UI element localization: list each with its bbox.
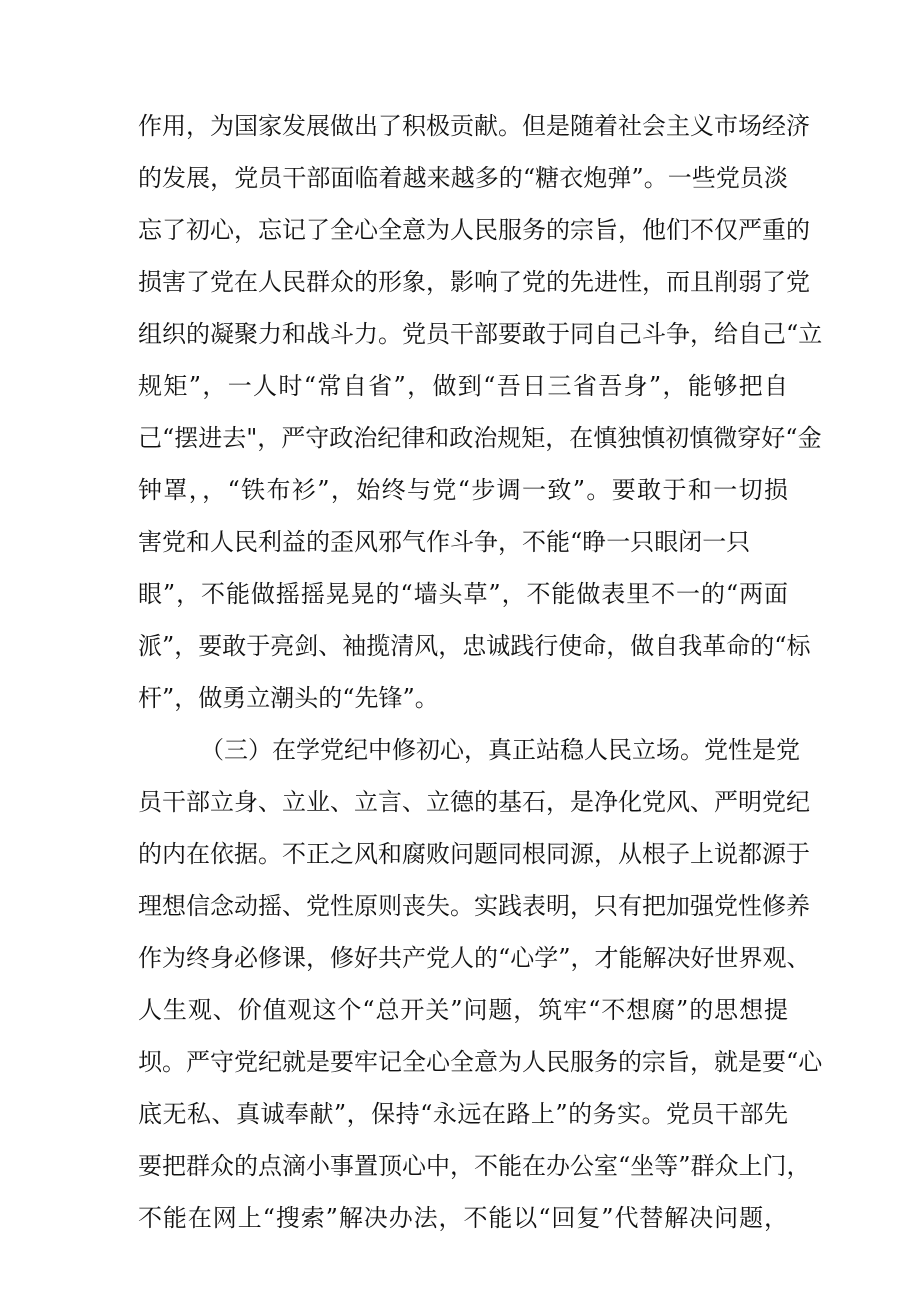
paragraph-line: 的内在依据。不正之风和腐败问题同根同源，从根子上说都源于: [138, 840, 810, 868]
section-heading-line: （三）在学党纪中修初心，真正站稳人民立场。党性是党: [200, 736, 800, 764]
paragraph-line: 规矩”，一人时“常自省”，做到“吾日三省吾身”，能够把自: [138, 372, 788, 400]
paragraph-line: 要把群众的点滴小事置顶心中，不能在办公室“坐等”群众上门，: [138, 1152, 811, 1180]
paragraph-line: 己“摆进去"，严守政治纪律和政治规矩，在慎独慎初慎微穿好“金: [138, 424, 822, 452]
paragraph-line: 理想信念动摇、党性原则丧失。实践表明，只有把加强党性修养: [138, 892, 810, 920]
paragraph-line-end: 杆”，做勇立潮头的“先锋”。: [138, 684, 439, 712]
paragraph-line: 底无私、真诚奉献”，保持“永远在路上”的务实。党员干部先: [138, 1100, 788, 1128]
paragraph-line: 人生观、价值观这个“总开关”问题，筑牢“不想腐”的思想提: [138, 996, 788, 1024]
paragraph-line: 作为终身必修课，修好共产党人的“心学”，才能解决好世界观、: [138, 944, 811, 972]
paragraph-line: 忘了初心，忘记了全心全意为人民服务的宗旨，他们不仅严重的: [138, 216, 810, 244]
paragraph-line: 的发展，党员干部面临着越来越多的“糖衣炮弹”。一些党员淡: [138, 164, 788, 192]
paragraph-line: 钟罩，，“铁布衫”，始终与党“步调一致”。要敢于和一切损: [138, 476, 788, 504]
paragraph-line: 作用，为国家发展做出了积极贡献。但是随着社会主义市场经济: [138, 112, 810, 140]
paragraph-line: 坝。严守党纪就是要牢记全心全意为人民服务的宗旨，就是要“心: [138, 1048, 823, 1076]
paragraph-line: 不能在网上“搜索”解决办法，不能以“回复”代替解决问题，: [138, 1204, 788, 1232]
paragraph-line: 组织的凝聚力和战斗力。党员干部要敢于同自己斗争，给自己“立: [138, 320, 823, 348]
paragraph-line: 损害了党在人民群众的形象，影响了党的先进性，而且削弱了党: [138, 268, 810, 296]
paragraph-line: 害党和人民利益的歪风邪气作斗争，不能“睁一只眼闭一只: [138, 528, 751, 556]
paragraph-line: 员干部立身、立业、立言、立德的基石，是净化党风、严明党纪: [138, 788, 810, 816]
paragraph-line: 眼”，不能做摇摇晃晃的“墙头草”，不能做表里不一的“两面: [138, 580, 788, 608]
paragraph-line: 派”，要敢于亮剑、袖揽清风，忠诚践行使命，做自我革命的“标: [138, 632, 811, 660]
